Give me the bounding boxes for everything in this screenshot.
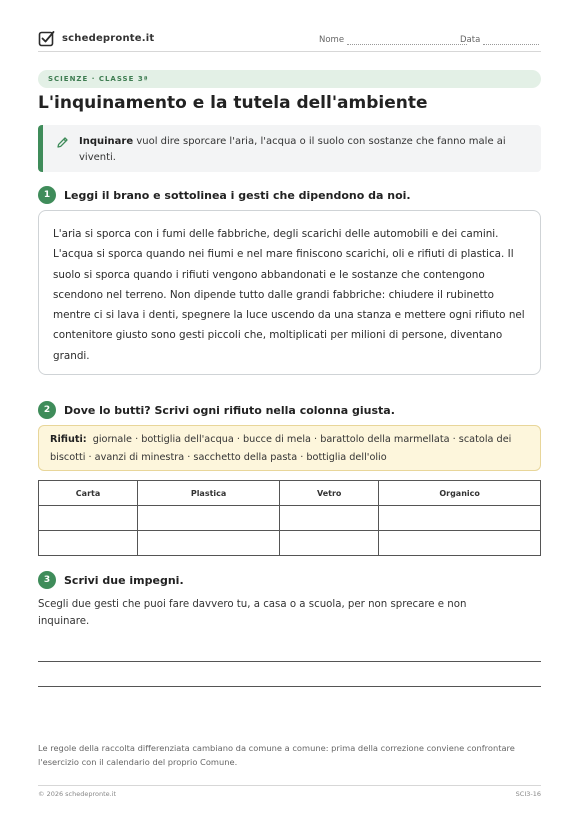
site-logo	[38, 30, 154, 47]
answer-cell[interactable]	[379, 506, 541, 531]
date-label: Data	[460, 35, 481, 45]
exercise-instruction: Scrivi due impegni.	[64, 573, 184, 587]
name-field[interactable]	[319, 35, 467, 45]
page-header	[38, 30, 541, 52]
exercise-1-heading	[38, 186, 411, 204]
page-footer	[38, 785, 541, 798]
exercise-number: 2	[38, 401, 56, 419]
exercise-instruction: Leggi il brano e sottolinea i gesti che dipendono da noi.	[64, 188, 411, 202]
answer-cell[interactable]	[379, 531, 541, 556]
waste-list-box	[38, 425, 541, 471]
answer-cell[interactable]	[39, 531, 138, 556]
answer-cell[interactable]	[280, 506, 379, 531]
column-header-carta: Carta	[39, 481, 138, 506]
exercise-number: 1	[38, 186, 56, 204]
answer-line-1[interactable]	[38, 661, 541, 662]
table-row	[39, 531, 541, 556]
worksheet-code: SCI3-16	[515, 790, 541, 798]
answer-cell[interactable]	[39, 506, 138, 531]
column-header-organico: Organico	[379, 481, 541, 506]
site-name: schedepronte.it	[62, 33, 155, 44]
reading-passage[interactable]: L'aria si sporca con i fumi delle fabbriche, degli scarichi delle automobili e dei camini. L'acqua si sporca quando nei fiumi e nel mare finiscono scarichi, oli e rifiuti di plastica. Il suolo si sporca quando i rifiuti vengono abbandonati e le sostanze che contengono scendono nel terreno. Non dipende tutto dalle grandi fabbriche: chiudere il rubinetto mentre ci si lava i denti, spegnere la luce uscendo da una stanza e mettere ogni rifiuto nel contenitore giusto sono gesti piccoli che, moltiplicati per milioni di persone, diventano grandi.	[38, 210, 541, 375]
waste-items: giornale · bottiglia dell'acqua · bucce di mela · barattolo della marmellata · scatola dei biscotti · avanzi di minestra · sacchetto della pasta · bottiglia dell'olio	[50, 434, 512, 463]
definition-box	[38, 125, 541, 172]
exercise-3-text: Scegli due gesti che puoi fare davvero tu, a casa o a scuola, per non sprecare e non inquinare.	[38, 599, 467, 627]
table-header-row	[39, 481, 541, 506]
exercise-number: 3	[38, 571, 56, 589]
date-line	[483, 37, 539, 45]
date-field[interactable]	[460, 35, 539, 45]
exercise-2-heading	[38, 401, 395, 419]
column-header-plastica: Plastica	[138, 481, 280, 506]
exercise-instruction: Dove lo butti? Scrivi ogni rifiuto nella colonna giusta.	[64, 403, 395, 417]
teacher-note: Le regole della raccolta differenziata cambiano da comune a comune: prima della correzione conviene confrontare l'esercizio con il calendario del proprio Comune.	[38, 743, 515, 767]
subject-badge: SCIENZE · CLASSE 3ª	[38, 70, 541, 88]
definition-term: Inquinare	[79, 136, 134, 147]
answer-line-2[interactable]	[38, 686, 541, 687]
waste-label: Rifiuti:	[50, 434, 87, 445]
name-line	[347, 37, 467, 45]
copyright: © 2026 schedepronte.it	[38, 790, 117, 798]
answer-cell[interactable]	[138, 506, 280, 531]
pencil-icon	[56, 136, 69, 149]
answer-cell[interactable]	[280, 531, 379, 556]
table-row	[39, 506, 541, 531]
column-header-vetro: Vetro	[280, 481, 379, 506]
answer-cell[interactable]	[138, 531, 280, 556]
sorting-table	[38, 480, 541, 556]
name-label: Nome	[319, 35, 345, 45]
definition-text: vuol dire sporcare l'aria, l'acqua o il suolo con sostanze che fanno male ai viventi.	[79, 136, 506, 163]
exercise-3-heading	[38, 571, 184, 589]
page-title: L'inquinamento e la tutela dell'ambiente	[38, 93, 428, 113]
checkbox-icon	[38, 30, 55, 47]
